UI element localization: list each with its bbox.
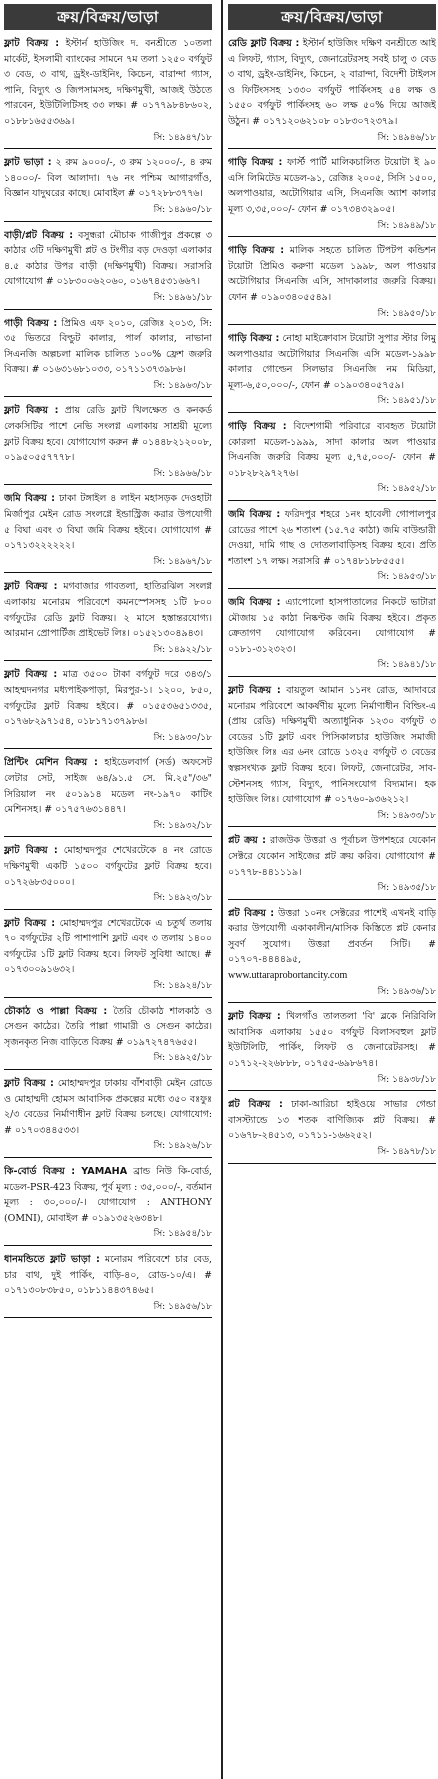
ad-separator — [228, 1163, 436, 1164]
ad-text — [4, 228, 212, 290]
ad-body: তৈরি চৌকাঠ শালকাঠ ও সেগুন কাঠের। তৈরি পাল্লা গামারী ও সেগুন কাঠের। সৃজনকৃত নিজ বাড়িতে বিক্রয় # ০১৯৭২৭৪৭৬৫৫। — [4, 1005, 212, 1048]
ad-body: বসুন্ধরা মৌচাক গাজীপুর প্রকল্পে ৩ কাঠার ৩টি দক্ষিণমুখী প্লট ও টংগীর বড় দেওড়া এলাকার ৪.৫ কাঠার উপর বাড়ী (দক্ষিণমুখী) বিক্রয়। সরাসরি যোগাযোগ # ০১৮৩০০৬২০৬০, ০১৬৭৪৫৩১৬৬৭। — [4, 229, 212, 288]
ad-title: ধানমন্ডিতে ফ্লাট ভাড়া : — [4, 1253, 100, 1265]
ad-reference: সি: ১৪৯৬০/১৮ — [153, 204, 212, 215]
ad-body: ইস্টার্ন হাউজিং দক্ষিণ বনশ্রীতে আই এ লিফট, গ্যাস, বিদ্যুৎ, জেনারেটরসহ সবই চালু ৩ বেড ৩ বাথ, ড্রইং-ডাইনিং, কিচেন, ২ বারান্দা, বিদেশী টাইলস ও ফিটিংসসহ ১৩৩০ বর্গফুট পার্কিংসহ ৫৪ লক্ষ ও ১৫৫০ বর্গফুট পার্কিংসহ ৬০ লক্ষ ৫০% দিয়ে আজই উঠুন। # ০১৭১২০৬২১০৮ ০১৮৩০৭২৩৭৯। — [228, 38, 436, 127]
classified-ad — [228, 507, 436, 586]
classified-ad — [4, 316, 212, 395]
ad-reference: সি: ১৪৯৩০/১৮ — [153, 732, 212, 743]
ad-body: ঢাকা-আরিচা হাইওয়ে সাভার গেন্ডা বাসস্ট্যান্ডে ১৩ শতক বাণিজ্যিক প্লট বিক্রয়। # ০১৬৭৮-২৪৫১৩, ০১৭১১-১৬৬২৫২। — [228, 1099, 436, 1142]
ad-reference: সি: ১৪৯৩২/১৮ — [153, 820, 212, 831]
ad-body: ফরিদপুর শহরে ১নং হাবেলী গোপালপুর রোডের পাশে ২৬ শতাংশ (১৫.৭৫ কাঠা) জমি বাউন্ডারী দেওয়া, দামি গাছ ও দোতলাবাড়িসহ বিক্রয় হবে। প্রতি শতাংশ ১৭ লক্ষ। সরাসরি # ০১৭৪৮১৮৮৫৫৫। — [228, 509, 436, 567]
ad-text — [4, 1076, 212, 1138]
ad-title: ফ্লাট বিক্রয় : — [4, 581, 58, 593]
ad-body: মনোরম পরিবেশে চার বেড, চার বাথ, দুই পার্কিং, বাড়ি-৪০, রোড-১০/এ। # ০১৭১৩০৮৩৮৫০, ০১৮১১৪৪৩৭৪৬৫। — [4, 1253, 212, 1297]
ad-title: ফ্লাট বিক্রয় : — [4, 405, 59, 417]
classified-ad — [4, 1076, 212, 1155]
left-column — [4, 4, 212, 1775]
classified-ad — [228, 906, 436, 1001]
ad-body: এ্যাপোলো হাসপাতালের নিকটে ভাটারা মৌজায় ১৫ কাঠা নিষ্কণ্টক জমি বিক্রয় হইবে। প্রকৃত ক্রেতাগণ যোগাযোগ করিবেন। যোগাযোগ # ০১৮১-৩১২৩২৩। — [228, 597, 436, 655]
ad-reference: সি: ১৪৯৬৭/১৮ — [153, 556, 212, 567]
classified-ad — [228, 243, 436, 322]
ad-title: রেডি ফ্লাট বিক্রয় : — [228, 38, 300, 49]
ad-separator — [228, 826, 436, 827]
ad-text — [4, 316, 212, 378]
ad-text — [4, 1252, 212, 1299]
ad-body: মালিক সহতে চালিত টিপটপ কন্ডিশন টয়োটা প্রিমিও করুণা মডেল ১৯৯৮, অল পাওয়ার অটোগিয়ার সিএনজি এসি, সাদাকালার জরুরি বিক্রয়। ফোন # ০১৯০৩৪০৫৫৪৯। — [228, 245, 436, 303]
classified-ad — [4, 403, 212, 482]
ad-reference: সি: ১৪৯৩৬/১৮ — [377, 986, 436, 997]
ad-text — [228, 419, 436, 481]
ad-body: মোহাম্মদপুর শেখেরটেকে এ চতুর্থ তলায় ৭০ বর্গফুটের ২টি পাশাপাশি ফ্লাট এবং ৩ তলায় ১৪০০ বর্গফুটের ১টি ফ্লাট বিক্রয় হবে। লিফট সুবিধা আছে। # ০১৭৩০০৯১৬৩২। — [4, 917, 212, 976]
ad-text — [228, 36, 436, 130]
ad-separator — [4, 909, 212, 910]
ad-title: গাড়ী বিক্রয় : — [4, 317, 58, 329]
ad-title: গাড়ি বিক্রয় : — [228, 157, 283, 169]
ad-separator — [4, 148, 212, 149]
right-column — [228, 4, 436, 1775]
ad-body: ফার্স্ট পার্টি মালিকচালিত টয়োটা ই ৯০ এসি লিমিটেড মডেল-৯১, রেজিঃ ২০০৫, সিসি ১৫০০, অলপাওয়ার, অটোগিয়ার এসি, সিএনজি অ্যাশ কালার মূল্য ৩,৩৫,০০০/- ফোন # ০১৭৩৪৩২৯০৫। — [228, 157, 436, 215]
ad-separator — [228, 412, 436, 413]
classified-ad — [4, 228, 212, 307]
classified-ad — [228, 595, 436, 674]
ad-body: উত্তরা ১০নং সেক্টরের পাশেই এখনই বাড়ি করার উপযোগী একাকালীন/মাসিক কিস্তিতে প্লট কেনার সুবর্ণ সুযোগ। উত্তরা প্রবর্তন সিটি। # ০১৭০৭-৪৪৪৪৯৫, — [228, 907, 436, 966]
classified-ad — [4, 491, 212, 570]
ad-reference: সি: ১৪৯৬৬/১৮ — [153, 468, 212, 479]
classified-ad — [4, 755, 212, 834]
ad-text — [228, 833, 436, 880]
ad-separator — [4, 1245, 212, 1246]
ad-separator — [228, 500, 436, 501]
classified-ad — [228, 155, 436, 234]
ad-body: মগবাজার গাবতলা, হাতিরঝিল সংলগ্ন এলাকায় মনোরম পরিবেশে কমনস্পেসসহ ১টি ৮০০ বর্গফুটের রেডি ফ্লাট বিক্রয়। ২ মাসে হস্তান্তরযোগ্য। আরমান প্রোপার্টিজ প্রাইভেট লিঃ। ০১৫২১৩০৪৯৪৩। — [4, 581, 212, 640]
ad-title: ফ্লাট বিক্রয় : — [4, 845, 58, 857]
ad-text — [228, 1097, 436, 1144]
classified-ad — [4, 1252, 212, 1315]
ad-text — [4, 579, 212, 641]
ad-separator — [4, 484, 212, 485]
ad-reference: সি: ১৪৯৩৫/১৮ — [377, 883, 436, 894]
ad-title: প্লট বিক্রয় : — [228, 1099, 283, 1111]
ad-separator — [4, 748, 212, 749]
ad-body: মোহাম্মদপুর ঢাকায় বাঁশবাড়ী মেইন রোডে ও মোহাম্মদী হোমস আবাসিক প্রকল্পের মধ্যে ৩৫০ বঃফুঃ ২/৩ বেডের নির্মাণাধীন ফ্লাট বিক্রয় চলছে। যোগাযোগ: # ০১৭০৩৪৪৫৩৩। — [4, 1078, 212, 1136]
ad-separator — [228, 148, 436, 149]
ad-text — [4, 667, 212, 729]
ad-reference: সি: ১৪৯৫০/১৮ — [377, 308, 436, 319]
ad-reference: সি: ১৪৯৬১/১৮ — [153, 292, 212, 303]
ad-reference: সি: ১৪৯২৪/১৮ — [153, 981, 212, 992]
ad-body: মাত্র ৩৫০০ টাকা বর্গফুট দরে ৩৪৩/১ আহম্মদনগর মধ্যপাইকপাড়া, মিরপুর-১। ১২০০, ৮৫০, বর্গফুটের ফ্লাট বিক্রয় হইবে। # ০১৫৫৩৬৫১৩৩৫, ০১৭৬৮২৯৭১৫৪, ০১৮১৭১৩৭৯৮৬। — [4, 669, 212, 728]
ad-separator — [228, 676, 436, 677]
ad-text — [4, 403, 212, 465]
website-link[interactable]: www.uttaraprobortancity.com — [228, 970, 348, 982]
ad-reference: সি: ১৪৯৪১/১৮ — [377, 660, 436, 671]
ad-separator — [4, 572, 212, 573]
ad-separator — [4, 997, 212, 998]
ad-reference: সি: ১৪৯৫৪/১৮ — [153, 1229, 212, 1240]
ad-reference: সি: ১৪৯৪৭/১৮ — [153, 132, 212, 143]
ad-separator — [4, 309, 212, 310]
ad-body: ঢাকা টঙ্গাইল ৪ লাইন মহাসড়ক দেওহাটা মির্জাপুর মেইন রোড সংলগ্নে ইন্ডাস্ট্রিজ করার উপযোগী ৫ বিঘা এবং ৩ বিঘা জমি বিক্রয় হইবে। যোগাযোগ # ০১৭১৩২২২২২২। — [4, 493, 212, 552]
ad-reference: সি: ১৪৯৫২/১৮ — [377, 484, 436, 495]
ad-reference: সি: ১৪৯২৬/১৮ — [153, 1141, 212, 1152]
classified-ad — [228, 1009, 436, 1088]
ad-text — [228, 331, 436, 393]
ad-reference: সি: ১৪৯৬৩/১৮ — [153, 380, 212, 391]
ad-separator — [228, 899, 436, 900]
ad-text — [4, 36, 212, 130]
ad-title: গাড়ি বিক্রয় : — [228, 245, 285, 257]
ad-reference: সি: ১৪৯৫৩/১৮ — [377, 572, 436, 583]
classified-ad — [4, 36, 212, 146]
ad-body: ২ রুম ৯০০০/-, ৩ রুম ১২০০০/-, ৪ রুম ১৪০০০/- বিল আলাদা। ৭৬ নং পশ্চিম আগারগাঁও, বিজ্ঞান যাদুঘরের কাছে। মোবাইল # ০১৭২৮৮৩৭৭৬। — [4, 157, 212, 200]
ad-text — [4, 755, 212, 817]
ad-separator — [228, 1090, 436, 1091]
ad-title: জমি বিক্রয় : — [228, 597, 281, 608]
ad-title: গাড়ি বিক্রয় : — [228, 333, 280, 345]
ad-body: নোহা মাইক্রোবাস টয়োটা সুপার স্টার লিমু অলপাওয়ার অটোগিয়ার সিএনজি এসি মডেল-১৯৯৮ কালার গোল্ডেন সিলভার সিএনজি নম মিডিয়া, মূল্য-৬,৫০,০০০/-, ফোন # ০১৯০৩৪০৫৭৫৯। — [228, 333, 436, 391]
ad-title: জমি বিক্রয় : — [4, 493, 56, 505]
classified-ad — [228, 833, 436, 896]
ad-reference: সি: ১৪৯৫১/১৮ — [377, 396, 436, 407]
ad-separator — [228, 588, 436, 589]
classified-ad — [228, 1097, 436, 1160]
ad-body: ইস্টার্ন হাউজিং দ. বনশ্রীতে ১০তলা মার্কেট, ইসলামী ব্যাংকের সামনে ৭ম তলা ১২৫০ বর্গফুট ৩ বেড, ৩ বাথ, ড্রইং-ডাইনিং, কিচেন, বারান্দা গ্যাস, পানি, বিদ্যুৎ ও জিপসামসহ, দক্ষিণমুখী, আজই উঠতে পারবেন, ইউটিলিটিসহ ৩৩ লক্ষ। # ০১৭৭৯৮৪৮৬০২, ০১৮৮১৬৫৫৩৬৯। — [4, 38, 212, 127]
ad-body: বিদেশগামী পরিবারে ব্যবহৃত টয়োটা কোরলা মডেল-১৯৯৯, সাদা কালার অল পাওয়ার সিএনজি জরুরি বিক্রয় মূল্য ৫,৭৫,০০০/- ফোন # ০১৮২৮২৯৭২৭৬। — [228, 421, 436, 479]
classified-ad — [4, 667, 212, 746]
section-header: ক্রয়/বিক্রয়/ভাড়া — [4, 4, 212, 30]
ad-separator — [228, 324, 436, 325]
column-divider — [221, 0, 223, 1779]
ad-reference: সি: ১৪৯২৩/১৮ — [153, 893, 212, 904]
ad-title: ফ্লাট ভাড়া : — [4, 157, 52, 169]
ad-body: প্রিমিও এফ ২০১০, রেজিঃ ২০১৩, সি: ৩৫ ভিতরে বিল্ডুট কালার, পার্ল কালার, নাভানা সিএনজি অল্পচলা মালিক চালিত ১০০% ফ্রেশ জরুরি বিক্রয়। # ০১৬৩১৬৮১০৩৩, ০১৭১১৩৭৩৯৮৬। — [4, 317, 212, 376]
ad-text — [4, 155, 212, 202]
classified-ad — [4, 1004, 212, 1067]
ad-body: খিলগাঁও তালতলা 'বি' ব্লকে নিরিবিলি আবাসিক এলাকায় ১৫৫০ বর্গফুট বিলাসবহুল ফ্লাট ইউটিলিটি, পার্কিং, লিফট ও জেনারেটরসহ। # ০১৭১২-২২৬৮৮৮, ০১৭৫৫-৬৯৮৬৭৪। — [228, 1011, 436, 1070]
ad-brand: YAMAHA — [81, 1166, 128, 1177]
ad-title: ফ্লাট বিক্রয় : — [4, 1078, 54, 1090]
classified-list — [228, 36, 436, 1164]
classified-ad — [228, 683, 436, 824]
ad-text — [228, 595, 436, 657]
classified-ad — [4, 1164, 212, 1243]
ad-reference: সি- ১৪৯৭৮/১৮ — [377, 1147, 436, 1157]
ad-text — [228, 507, 436, 569]
ad-title: প্লট ক্রয় : — [228, 835, 266, 847]
classified-ad — [4, 155, 212, 218]
ad-title: প্রিন্টিং মেশিন বিক্রয় : — [4, 757, 98, 769]
ad-text — [228, 906, 436, 968]
ad-title: কি-বোর্ড বিক্রয় : — [4, 1166, 76, 1177]
ad-body: বায়তুল আমান ১১নং রোড, আদাবরে মনোরম পরিবেশে আকর্ষণীয় মূল্যে নির্মাণাধীন বিল্ডিং-এ (প্রায় রেডি) দক্ষিণমুখী অত্যাধুনিক ১২৩০ বর্গফুট ৩ বেডের ১টি ফ্লাট এবং পিসিকালচার হাউজিং সমাজী হাউজিং লিঃ এর ৬নং রোডে ১৩২৫ বর্গফুট ৩ বেডের স্বল্পসংখ্যক ফ্লাট বিক্রয় হবে। লিফট, জেনারেটর, সাব-স্টেশনসহ গ্যাস, বিদ্যুৎ, পানিসংযোগ বিদ্যমান। হক হাউজিং লিঃ। যোগাযোগ # ০১৭৬০-৯৩৬২১২। — [228, 684, 436, 806]
ad-title: প্লট বিক্রয় : — [228, 907, 275, 919]
ad-reference: সি: ১৪৯৩৩/১৮ — [377, 810, 436, 821]
ad-reference: সি: ১৪৯২২/১৮ — [153, 644, 212, 655]
ad-body: ব্রান্ড নিউ কি-বোর্ড, মডেল-PSR-423 বিক্রয়, পূর্ব মূল্য : ৩৫,০০০/-, বর্তমান মূল্য : ৩০,০০০/-। যোগাযোগ : ANTHONY (OMNI), মোবাইল # ০১৯১৩৫২৬৩৪৮। — [4, 1166, 212, 1224]
ad-reference: সি: ১৪৯৪৬/১৮ — [377, 132, 436, 143]
ad-text — [4, 916, 212, 978]
ad-text — [228, 243, 436, 305]
ad-text — [4, 1004, 212, 1051]
ad-body: মোহাম্মদপুর শেখেরটেকে ৪ নং রোডে দক্ষিণমুখী একটি ১৫০০ বর্গফুটের ফ্লাট বিক্রয় হবে। ০১৭২৬৮৩৫০০০। — [4, 845, 212, 888]
ad-reference: সি: ১৪৯২৫/১৮ — [153, 1053, 212, 1064]
ad-title: ফ্লাট বিক্রয় : — [4, 669, 58, 681]
ad-text — [228, 155, 436, 217]
ad-title: ফ্লাট বিক্রয় : — [228, 684, 281, 696]
ad-reference: সি: ১৪৯৫৬/১৮ — [153, 1301, 212, 1312]
ad-separator — [4, 1157, 212, 1158]
ad-title: ফ্লাট বিক্রয় : — [4, 38, 60, 49]
ad-separator — [4, 396, 212, 397]
ad-title: বাড়ী/প্লট বিক্রয় : — [4, 229, 74, 241]
ad-title: চৌকাঠ ও পাল্লা বিক্রয় : — [4, 1005, 108, 1017]
ad-text — [228, 1009, 436, 1071]
ad-separator — [4, 1069, 212, 1070]
classified-ad — [4, 579, 212, 658]
classified-ad — [228, 36, 436, 146]
classified-ad — [228, 419, 436, 498]
ad-separator — [228, 236, 436, 237]
ad-body: হাইডেলবার্গ (সর্ড) অফসেট লেটার সেট, সাইজ ৬৪/৯১.৫ সে. মি.২৫"/৩৬" সিরিয়াল নং ৫০১৯১৪ মডেল নং-১৯৭০ কাটিং মেশিনসহ। # ০১৭৫৭৬৩১৪৪৭। — [4, 757, 212, 816]
classified-ad — [4, 916, 212, 995]
ad-title: ফ্লাট বিক্রয় : — [4, 917, 56, 929]
ad-text — [4, 1164, 212, 1226]
classified-list — [4, 36, 212, 1318]
ad-title: জমি বিক্রয় : — [228, 509, 281, 521]
ad-body: প্রায় রেডি ফ্লাট খিলক্ষেত ও কনকর্ড লেকসিটির পাশে নেভি সংলগ্ন এলাকায় সাশ্রয়ী মূল্যে ফ্লাট বিক্রয় হবে। যোগাযোগ করুন # ০১৪৪৮২১২০০৮, ০১৯৫০৫৫৭৭৭৮। — [4, 405, 212, 464]
ad-text — [4, 491, 212, 553]
ad-reference: সি: ১৪৯৪৯/১৮ — [377, 220, 436, 231]
ad-separator — [4, 1317, 212, 1318]
ad-separator — [4, 221, 212, 222]
section-header: ক্রয়/বিক্রয়/ভাড়া — [228, 4, 436, 30]
ad-title: ফ্লাট বিক্রয় : — [228, 1011, 281, 1023]
ad-body: রাজউক উত্তরা ও পূর্বাচল উপশহরে যেকোন সেক্টরে যেকোন সাইজের প্লট ক্রয় করিব। যোগাযোগ # ০১৭৭৮-৪৪১১১৯। — [228, 835, 436, 878]
ad-text — [228, 683, 436, 808]
classified-ad — [228, 331, 436, 410]
ad-title: গাড়ি বিক্রয় : — [228, 421, 287, 433]
ad-reference: সি: ১৪৯৩৮/১৮ — [377, 1074, 436, 1085]
ad-text — [4, 843, 212, 890]
ad-separator — [4, 660, 212, 661]
ad-separator — [228, 1002, 436, 1003]
classified-ad — [4, 843, 212, 906]
ad-separator — [4, 836, 212, 837]
